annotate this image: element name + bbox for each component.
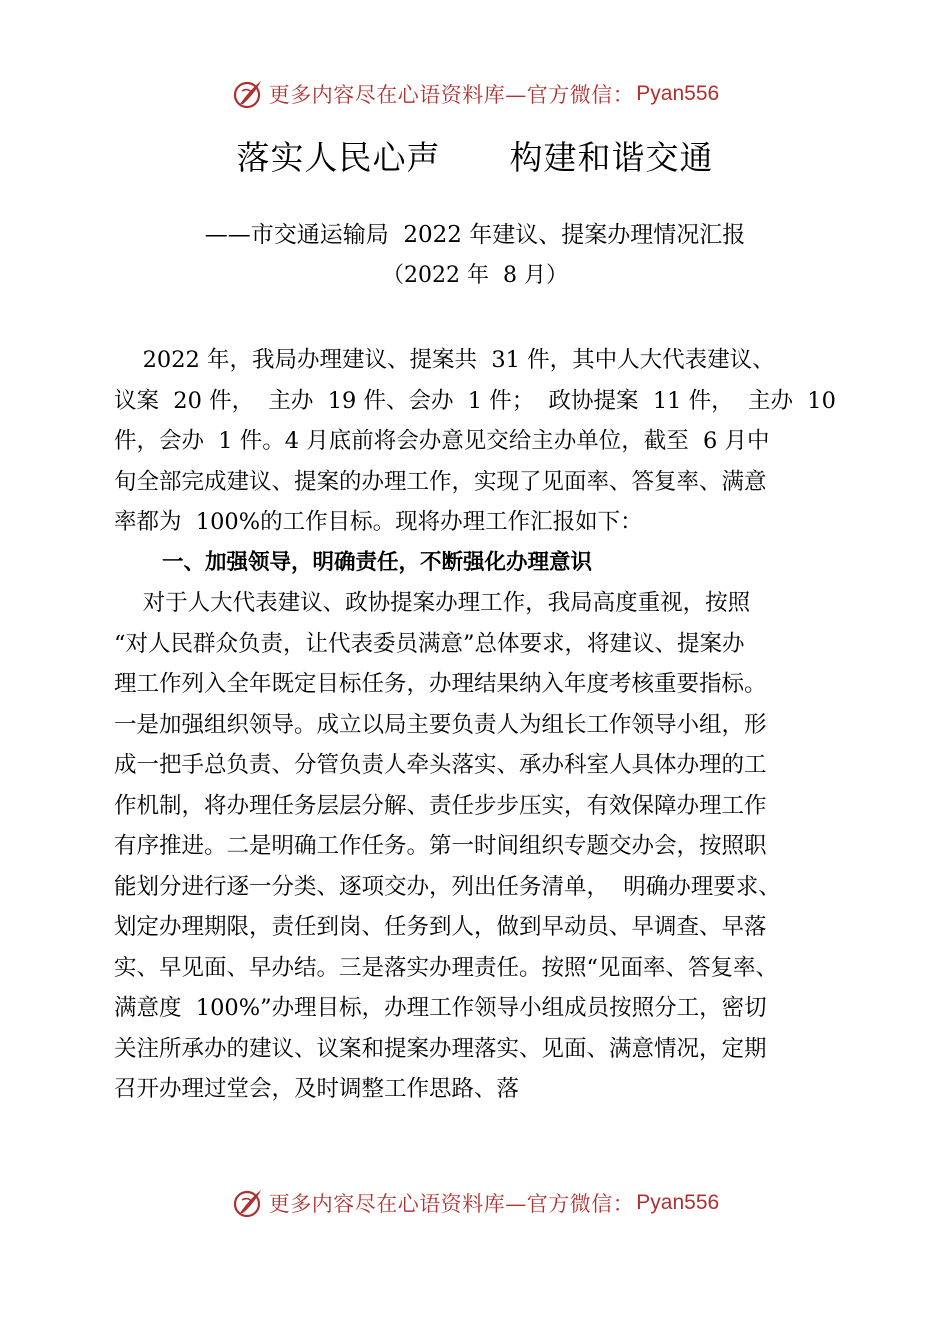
watermark-header [0, 74, 950, 114]
watermark-text: 更多内容尽在心语资料库—官方微信： [268, 1192, 635, 1216]
document-date: （2022 年 8 月） [382, 263, 568, 288]
body-line: 成一把手总负责、分管负责人牵头落实、承办科室人具体办理的工 [114, 752, 767, 778]
quill-logo-icon [231, 1186, 265, 1220]
document-body [114, 340, 864, 1110]
document-subtitle: ——市交通运输局 2022 年建议、提案办理情况汇报 [204, 222, 746, 248]
body-line: 一是加强组织领导。成立以局主要负责人为组长工作领导小组，形 [114, 711, 767, 738]
body-line: 议案 20 件， 主办 19 件、会办 1 件； 政协提案 11 件， 主办 10 [114, 387, 836, 414]
body-line: 对于人大代表建议、政协提案办理工作，我局高度重视，按照 [114, 590, 751, 616]
body-line: 满意度 100%”办理目标，办理工作领导小组成员按照分工，密切 [114, 995, 767, 1021]
body-line: 率都为 100%的工作目标。现将办理工作汇报如下： [114, 509, 643, 535]
watermark-wechat-id: Pyan556 [636, 1191, 720, 1214]
quill-logo-icon [231, 77, 265, 111]
section-heading: 一、加强领导，明确责任，不断强化办理意识 [162, 549, 593, 575]
body-line: 划定办理期限，责任到岗、任务到人，做到早动员、早调查、早落 [114, 914, 767, 940]
document-title: 落实人民心声 构建和谐交通 [236, 138, 714, 177]
watermark-footer [0, 1183, 950, 1223]
body-line: 有序推进。二是明确工作任务。第一时间组织专题交办会，按照职 [114, 833, 767, 859]
body-line: “对人民群众负责，让代表委员满意”总体要求，将建议、提案办 [114, 630, 745, 657]
body-line: 作机制，将办理任务层层分解、责任步步压实，有效保障办理工作 [114, 792, 767, 819]
body-line: 实、早见面、早办结。三是落实办理责任。按照“见面率、答复率、 [114, 954, 779, 981]
watermark-text: 更多内容尽在心语资料库—官方微信： [268, 83, 635, 107]
body-line: 召开办理过堂会，及时调整工作思路、落 [114, 1076, 520, 1102]
body-line: 旬全部完成建议、提案的办理工作，实现了见面率、答复率、满意 [114, 468, 767, 495]
body-line: 件，会办 1 件。4 月底前将会办意见交给主办单位，截至 6 月中 [114, 428, 770, 454]
watermark-wechat-id: Pyan556 [636, 82, 720, 105]
body-line: 2022 年，我局办理建议、提案共 31 件，其中人大代表建议、 [114, 347, 775, 373]
body-line: 能划分进行逐一分类、逐项交办，列出任务清单， 明确办理要求、 [114, 873, 781, 900]
body-line: 理工作列入全年既定目标任务，办理结果纳入年度考核重要指标。 [114, 671, 767, 697]
body-line: 关注所承办的建议、议案和提案办理落实、见面、满意情况，定期 [114, 1035, 767, 1062]
